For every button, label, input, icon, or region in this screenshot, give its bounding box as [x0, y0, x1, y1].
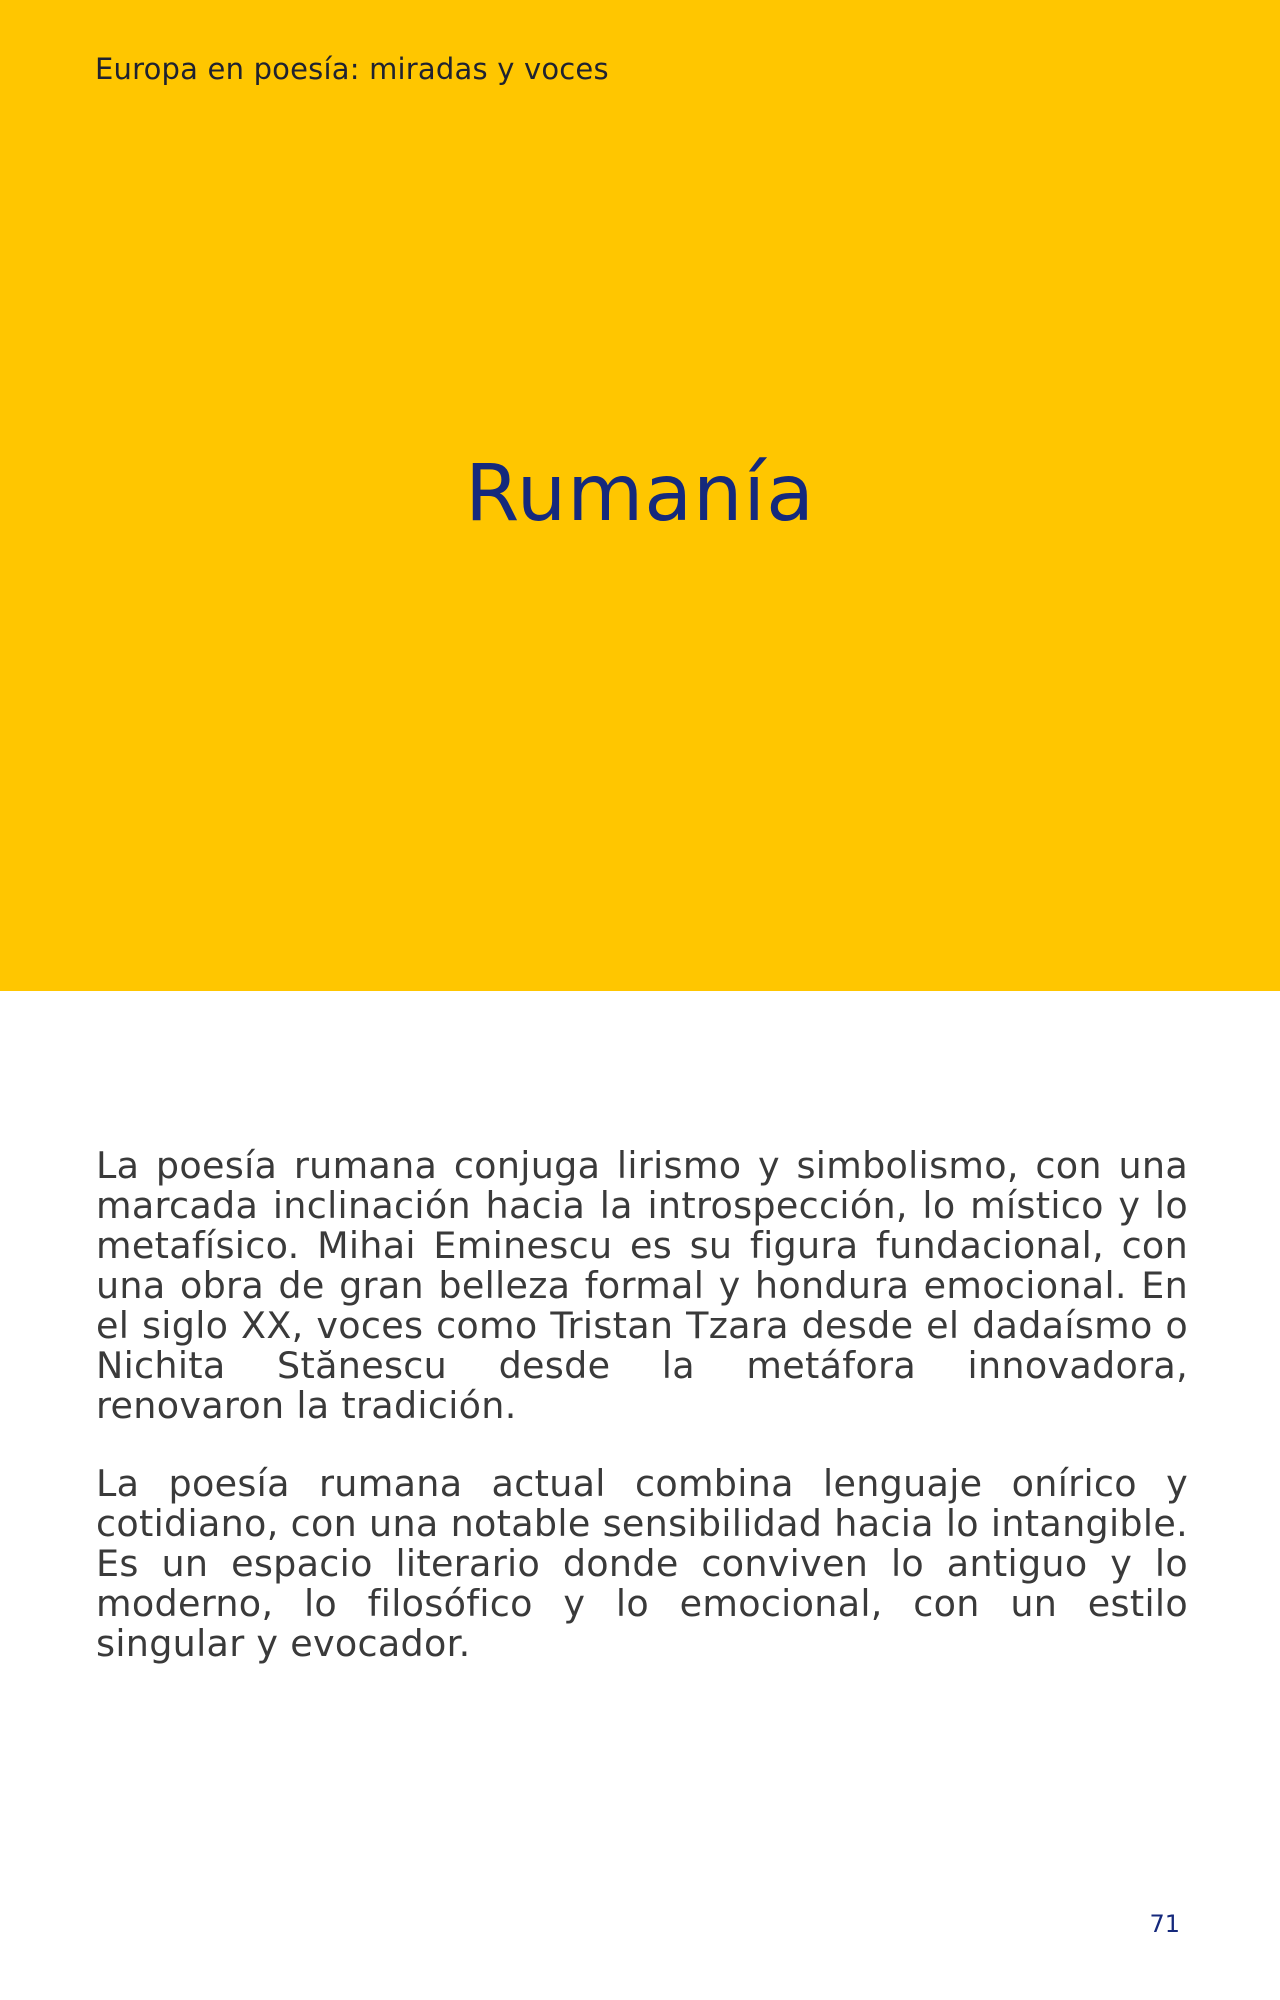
body-paragraph: La poesía rumana actual combina lenguaje onírico y cotidiano, con una notable sensibilidad hacia lo intangible. Es un espacio literario donde conviven lo antiguo y lo moderno, lo filosófico y lo emocional, con un estilo singular y evocador.: [96, 1462, 1188, 1665]
body-paragraph: La poesía rumana conjuga lirismo y simbolismo, con una marcada inclinación hacia la introspección, lo místico y lo metafísico. Mihai Eminescu es su figura fundacional, con una obra de gran belleza formal y hondura emocional. En el siglo XX, voces como Tristan Tzara desde el dadaísmo o Nichita Stănescu desde la metáfora innovadora, renovaron la tradición.: [96, 1144, 1188, 1427]
body-text: [96, 1146, 1188, 1702]
chapter-title: Rumanía: [465, 449, 815, 539]
running-header: Europa en poesía: miradas y voces: [95, 52, 609, 86]
page-number: 71: [1149, 1910, 1180, 1938]
header-color-band: [0, 0, 1280, 991]
